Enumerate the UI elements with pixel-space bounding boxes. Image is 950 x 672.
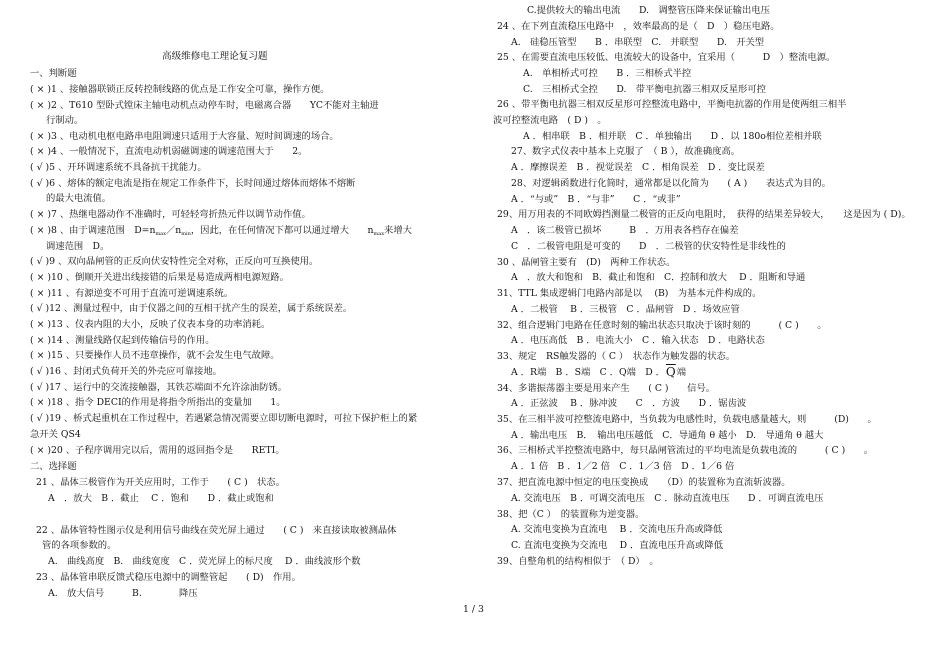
question-29: 29、用万用表的不同欧姆挡测量二极管的正反向电阻时， 获得的结果差异较大， 这是因为 ( D)。 [497,209,911,220]
question-25-options-continued: C. 三相桥式全控 D. 带平衡电抗器三相双反星形可控 [523,84,766,95]
section-heading-choice: 二、选择题 [30,461,77,472]
question-28: 28、对逻辑函数进行化简时，通常都是以化简为 ( A ) 表达式为目的。 [511,178,831,189]
question-26-options: A ．相串联 B ．相并联 C ．单独输出 D ．以 180o相位差相并联 [523,131,822,142]
question-23-options-continued: C.提供较大的输出电流 D. 调整管压降来保证输出电压 [527,5,770,16]
question-23: 23 、晶体管串联反馈式稳压电源中的调整管起 ( D) 作用。 [36,572,301,583]
question-33-options-suffix: 端 [676,367,687,378]
judgment-item-18: ( × )18 、指令 DECI的作用是将指令所指出的变量加 1。 [30,397,286,408]
question-22: 22 、晶体管特性图示仪是利用信号曲线在荧光屏上通过 ( C ) 来直接读取被测晶体 [36,525,397,536]
question-35-options: A ．输出电压 B． 输出电压越低 C．导通角 θ 越小 D. 导通角 θ 越大 [511,430,824,441]
question-32: 32、组合逻辑门电路在任意时刻的输出状态只取决于该时刻的 ( C ) 。 [497,320,827,331]
question-31-options: A ．二极管 B ．三极管 C ．晶闸管 D ．场效应管 [511,304,740,315]
question-29-options: A ．该二极管已损坏 B ．万用表各档存在偏差 [511,225,739,236]
question-27-options: A ．摩擦误差 B ．视觉误差 C ．相角误差 D ．变比误差 [511,162,765,173]
judgment-item-15: ( × )15 、只要操作人员不违章操作，就不会发生电气故障。 [30,350,280,361]
judgment-item-2: ( × )2 、T610 型卧式镗床主轴电动机点动停车时，电磁离合器 YC不能对主轴进 [30,100,379,111]
question-31: 31、TTL 集成逻辑门电路内部是以 (B) 为基本元件构成的。 [497,288,762,299]
question-36: 36、三相桥式半控整流电路中，每只晶闸管流过的平均电流是负载电流的 ( C ) 。 [497,445,874,456]
question-39: 39、自整角机的结构相似于 （ D） 。 [497,556,659,567]
subscript-min: min [181,231,191,237]
question-24-options: A. 硅稳压管型 B ．串联型 C. 并联型 D. 开关型 [511,37,765,48]
question-25-options: A. 单相桥式可控 B ．三相桥式半控 [523,68,692,79]
judgment-item-1: ( × )1 、接触器联锁正反转控制线路的优点是工作安全可靠，操作方便。 [30,84,330,95]
question-24: 24 、在下列直流稳压电路中 ，效率最高的是（ D ）稳压电路。 [497,21,780,32]
document-title: 高级维修电工理论复习题 [162,51,268,62]
question-37: 37、把直流电源中恒定的电压变换成 （D）的装置称为直流斩波器。 [497,477,791,488]
question-21: 21 、晶体三极管作为开关应用时，工作于 ( C ) 状态。 [36,477,285,488]
judgment-item-2-continued: 行制动。 [46,115,84,126]
judgment-item-14: ( × )14 、测量线路仅起到传输信号的作用。 [30,335,215,346]
question-38-options: A. 交流电变换为直流电 B ．交流电压升高或降低 [511,524,723,535]
question-25: 25 、在需要直流电压较低、电流较大的设备中，宜采用（ D ）整流电源。 [497,52,836,63]
judgment-item-17: ( √ )17 、运行中的交流接触器，其铁芯端面不允许涂油防锈。 [30,382,287,393]
judgment-item-10: ( × )10 、倒顺开关进出线接错的后果是易造成两相电源短路。 [30,272,289,283]
question-36-options: A ．1 倍 B ．1／2 倍 C ．1／3 倍 D ．1／6 倍 [511,461,735,472]
question-37-options: A. 交流电压 B ．可调交流电压 C ．脉动直流电压 D ．可调直流电压 [511,493,824,504]
judgment-item-16: ( √ )16 、封闭式负荷开关的外壳应可靠接地。 [30,366,222,377]
question-28-options: A ．“与或” B ．“与非” C ．“或非” [511,194,681,205]
question-30-options: A ．放大和饱和 B．截止和饱和 C．控制和放大 D ．阻断和导通 [511,272,806,283]
judgment-item-19-continued: 急开关 QS4 [30,429,81,440]
question-38: 38、把（C ） 的装置称为逆变器。 [497,509,645,520]
judgment-item-11: ( × )11 、有源逆变不可用于直流可逆调速系统。 [30,288,234,299]
question-34: 34、多谐振荡器主要是用来产生 ( C ) 信号。 [497,383,716,394]
judgment-item-6: ( √ )6 、熔体的额定电流是指在规定工作条件下，长时间通过熔体而熔体不熔断 [30,178,356,189]
judgment-item-5: ( √ )5 、开环调速系统不具备抗干扰能力。 [30,162,207,173]
question-22-continued: 管的各项参数的。 [42,540,117,551]
question-38-options-continued: C. 直流电变换为交流电 D ．直流电压升高或降低 [511,540,723,551]
judgment-item-13: ( × )13 、仪表内阻的大小，反映了仪表本身的功率消耗。 [30,319,271,330]
question-33-options-text: A ．R端 B ．S端 C ．Q端 D ． [511,367,665,378]
question-27: 27、数字式仪表中基本上克服了 （ B ），故准确度高。 [511,146,741,157]
question-21-options: A ．放大 B ．截止 C ．饱和 D ．截止或饱和 [48,493,274,504]
judgment-item-9: ( √ )9 、双向晶闸管的正反向伏安特性完全对称，正反向可互换使用。 [30,256,319,267]
judgment-item-12: ( √ )12 、测量过程中，由于仪器之间的互相干扰产生的误差，属于系统误差。 [30,303,353,314]
judgment-item-6-continued: 的最大电流值。 [46,193,112,204]
question-22-options: A. 曲线高度 B. 曲线宽度 C ．荧光屏上的标尺度 D ．曲线波形个数 [48,556,361,567]
page-number: 1 / 3 [463,604,484,615]
judgment-item-7: ( × )7 、热继电器动作不准确时，可轻轻弯折热元件以调节动作值。 [30,209,311,220]
judgment-item-8-text-c: ，因此，在任何情况下都可以通过增大 n [190,225,374,236]
judgment-item-8 [30,224,412,237]
judgment-item-8-text-d: 来增大 [384,225,412,236]
q-bar-symbol: $\overline{Q}$ [665,365,676,379]
judgment-item-4: ( × )4 、一般情况下，直流电动机弱磁调速的调速范围大于 2。 [30,146,308,157]
judgment-item-20: ( × )20 、子程序调用完以后，需用的返回指令是 RETI。 [30,445,285,456]
question-32-options: A ．电压高低 B ．电流大小 C ．输入状态 D ．电路状态 [511,335,765,346]
question-33-options [511,366,686,379]
judgment-item-19: ( √ )19 、桥式起重机在工作过程中，若遇紧急情况需要立即切断电源时，可拉下保护柜上的紧 [30,413,418,424]
question-29-options-continued: C ．二极管电阻是可变的 D ．二极管的伏安特性是非线性的 [511,241,786,252]
question-33: 33、规定 RS触发器的（ C ） 状态作为触发器的状态。 [497,351,736,362]
judgment-item-8-text-b: ／n [165,225,182,236]
judgment-item-3: ( × )3 、电动机电枢电路串电阻调速只适用于大容量、短时间调速的场合。 [30,131,339,142]
question-30: 30 、晶闸管主要有 (D) 两种工作状态。 [497,257,676,268]
question-35: 35、在三相半波可控整流电路中，当负载为电感性时，负载电感量越大，则 (D) 。 [497,414,877,425]
subscript-max: max [155,231,166,237]
question-26-continued: 波可控整流电路 ( D ) 。 [493,115,607,126]
section-heading-judgment: 一、判断题 [30,68,77,79]
question-34-options: A ．正弦波 B ．脉冲波 C ．方波 D ．锯齿波 [511,398,747,409]
question-23-options: A. 放大信号 B. 降压 [48,588,198,599]
question-26: 26 、带平衡电抗器三相双反星形可控整流电路中，平衡电抗器的作用是使两组三相半 [497,99,847,110]
subscript-max: max [373,231,385,237]
judgment-item-8-continued: 调速范围 D。 [46,241,110,252]
judgment-item-8-text-a: ( × )8 、由于调速范围 D=n [30,225,156,236]
